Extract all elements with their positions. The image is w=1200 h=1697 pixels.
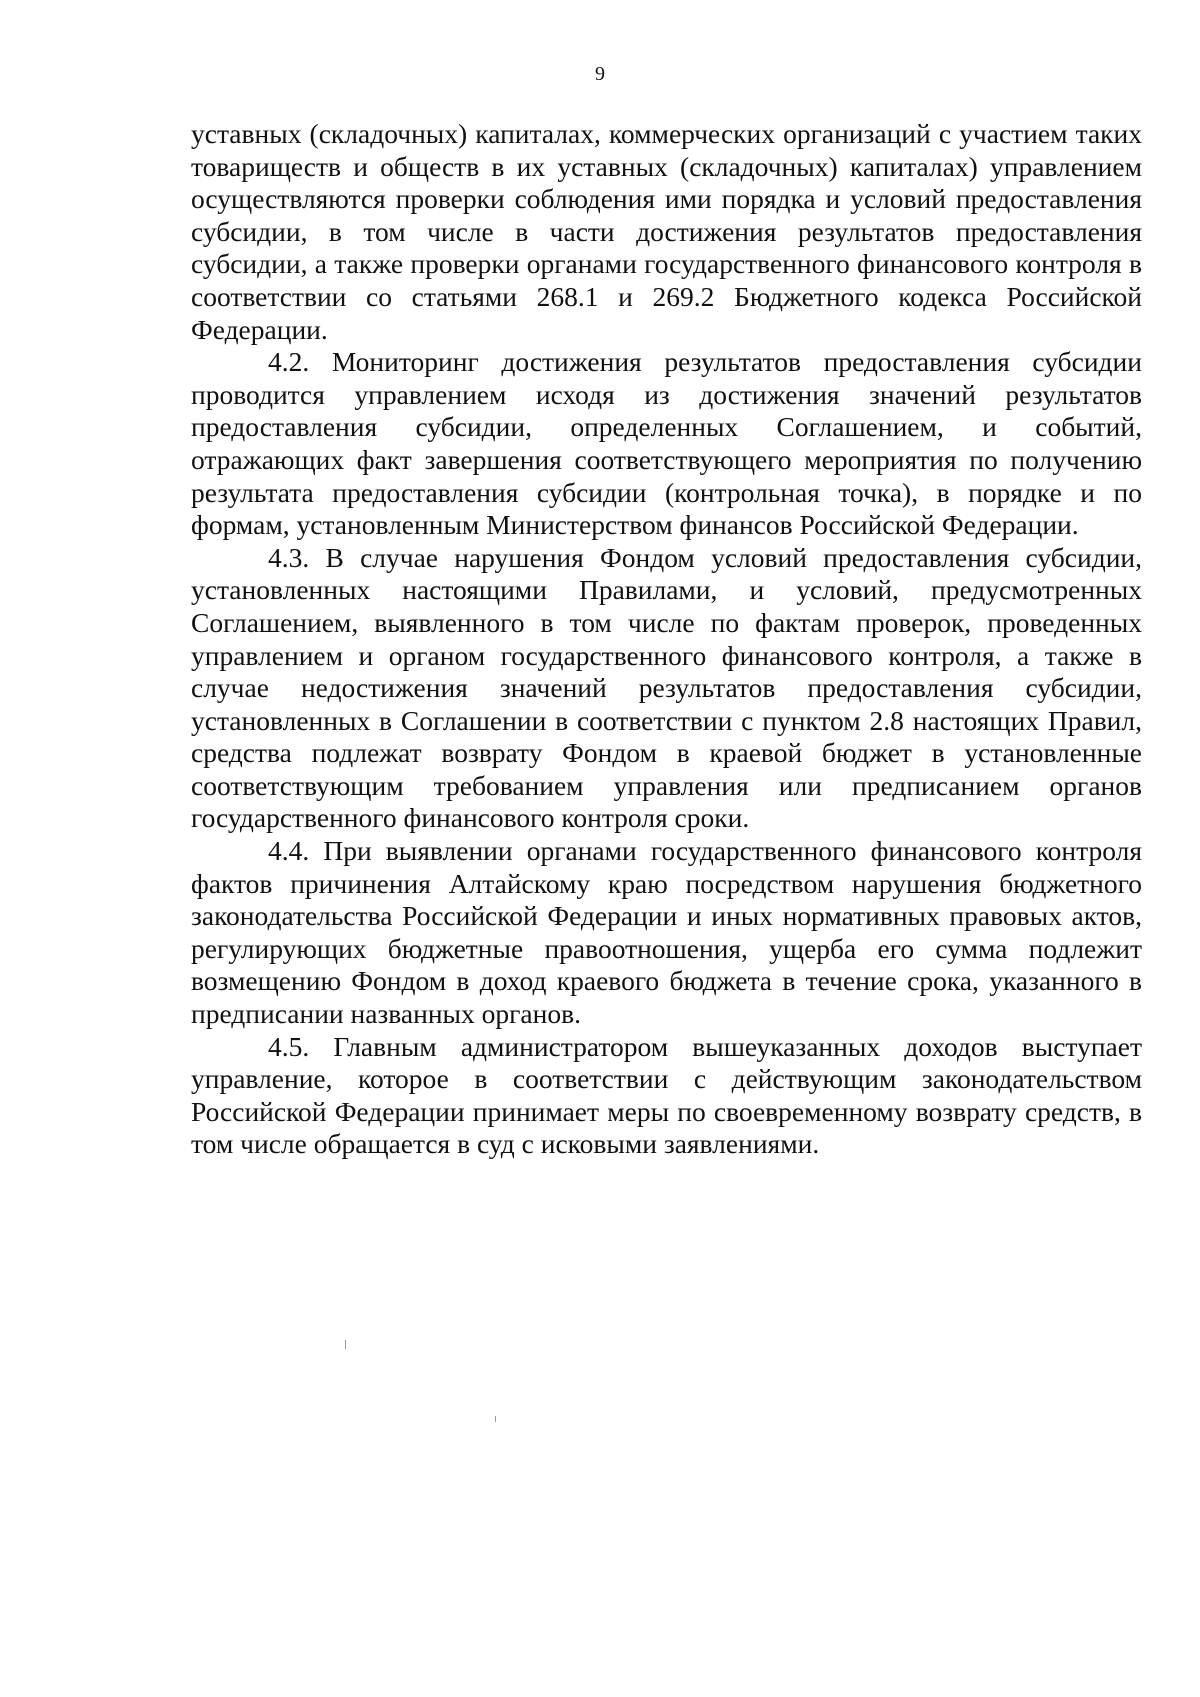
paragraph-4-4: 4.4. При выявлении органами государственного финансового контроля фактов причинения Алтайскому краю посредством нарушения бюджетного законодательства Российской Федерации и иных нормативных правовых актов, регулирующих бюджетные правоотношения, ущерба его сумма подлежит возмещению Фондом в доход краевого бюджета в течение срока, указанного в предписании названных органов. bbox=[191, 835, 1142, 1030]
scan-speck bbox=[495, 1416, 496, 1422]
paragraph-4-3: 4.3. В случае нарушения Фондом условий предоставления субсидии, установленных настоящими Правилами, и условий, предусмотренных Соглашением, выявленного в том числе по фактам проверок, проведенных управлением и органом государственного финансового контроля, а также в случае недостижения значений результатов предоставления субсидии, установленных в Соглашении в соответствии с пунктом 2.8 настоящих Правил, средства подлежат возврату Фондом в краевой бюджет в установленные соответствующим требованием управления или предписанием органов государственного финансового контроля сроки. bbox=[191, 541, 1142, 834]
page-number: 9 bbox=[595, 63, 605, 85]
scan-speck bbox=[345, 1340, 346, 1349]
paragraph-4-5: 4.5. Главным администратором вышеуказанных доходов выступает управление, которое в соответствии с действующим законодательством Российской Федерации принимает меры по своевременному возврату средств, в том числе обращается в суд с исковыми заявлениями. bbox=[191, 1030, 1142, 1160]
document-body bbox=[191, 118, 1142, 1161]
paragraph-continued: уставных (складочных) капиталах, коммерческих организаций с участием таких товариществ и обществ в их уставных (складочных) капиталах) управлением осуществляются проверки соблюдения ими порядка и условий предоставления субсидии, в том числе в части достижения результатов предоставления субсидии, а также проверки органами государственного финансового контроля в соответствии со статьями 268.1 и 269.2 Бюджетного кодекса Российской Федерации. bbox=[191, 118, 1142, 345]
paragraph-4-2: 4.2. Мониторинг достижения результатов предоставления субсидии проводится управлением исходя из достижения значений результатов предоставления субсидии, определенных Соглашением, и событий, отражающих факт завершения соответствующего мероприятия по получению результата предоставления субсидии (контрольная точка), в порядке и по формам, установленным Министерством финансов Российской Федерации. bbox=[191, 346, 1142, 541]
